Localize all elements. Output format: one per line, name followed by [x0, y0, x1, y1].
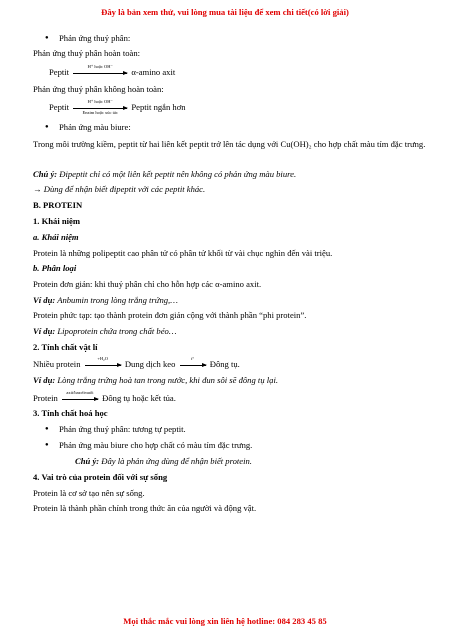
product: Peptit ngắn hơn: [131, 102, 186, 112]
biuret-description: Trong môi trường kiềm, peptit từ hai liên kết peptit trở lên tác dụng với Cu(OH)₂ cho hợp chất màu tím đặc trưng.: [33, 139, 426, 149]
concept-heading: 1. Khái niệm: [33, 216, 81, 226]
classification-subheading: b. Phân loại: [33, 263, 77, 273]
full-hydrolysis-equation: [49, 66, 430, 79]
footer-hotline: Mọi thắc mắc vui lòng xin liên hệ hotline: 084 283 45 85: [123, 616, 327, 626]
complex-protein-example: Ví dụ: Lipoprotein chứa trong chất béo…: [33, 326, 177, 336]
dipeptide-note: [33, 168, 430, 180]
product: Đông tụ.: [209, 359, 240, 369]
dipeptide-detection: → Dùng để nhận biết đipeptit với các peptit khác.: [33, 184, 206, 194]
note-label: Chú ý:: [33, 169, 58, 179]
role-line-1: Protein là cơ sở tạo nên sự sống.: [33, 488, 145, 498]
header-notice: Đây là bản xem thử, vui lòng mua tài liệu để xem chi tiết(có lời giải): [101, 7, 349, 17]
reactant: Peptit: [49, 67, 70, 77]
partial-hydrolysis-equation: [49, 101, 430, 114]
arrow-catalyst: Enzim hoặc xúc tác: [82, 110, 118, 116]
protein-definition: Protein là những polipeptit cao phân tử có phân tử khối từ vài chục nghìn đến vài triệu.: [33, 248, 333, 258]
arrow-condition: +H₂O: [97, 356, 108, 362]
coagulation-example: Ví dụ: Lòng trắng trứng hoà tan trong nước, khi đun sôi sẽ đông tụ lại.: [33, 375, 278, 385]
section-b-title: B. PROTEIN: [33, 200, 83, 210]
reactant: Protein: [33, 393, 58, 403]
chemical-properties-heading: 3. Tính chất hoá học: [33, 408, 108, 418]
reaction-arrow: [73, 99, 127, 116]
reaction-arrow: [62, 390, 98, 405]
complex-protein: Protein phức tạp: tạo thành protein đơn giản cộng với thành phần “phi protein”.: [33, 310, 307, 320]
physical-properties-heading: 2. Tính chất vật lí: [33, 342, 98, 352]
full-hydrolysis-label: Phản ứng thuỷ phân hoàn toàn:: [33, 48, 141, 58]
simple-protein-example: Ví dụ: Anbumin trong lòng trắng trứng,…: [33, 295, 178, 305]
partial-hydrolysis-label: Phản ứng thuỷ phân không hoàn toàn:: [33, 84, 164, 94]
example-label: Ví dụ:: [33, 326, 56, 336]
coagulation-equation: [33, 358, 430, 371]
note-text: Đipeptit chỉ có một liên kết peptit nên không có phản ứng màu biure.: [59, 169, 297, 179]
hydrolysis-heading: ● Phản ứng thuỷ phân:: [59, 32, 430, 44]
reaction-arrow: [180, 356, 206, 371]
arrow-condition: t°: [191, 356, 195, 362]
arrow-condition: axit/bazơ/muối: [66, 390, 94, 396]
product: α-amino axit: [131, 67, 176, 77]
protein-hydrolysis: ● Phản ứng thuỷ phân: tương tự peptit.: [59, 423, 430, 435]
intermediate: Dung dịch keo: [124, 359, 176, 369]
role-heading: 4. Vai trò của protein đối với sự sống: [33, 472, 168, 482]
product: Đông tụ hoặc kết tủa.: [102, 393, 176, 403]
simple-protein: Protein đơn giản: khi thuỷ phân chỉ cho hỗn hợp các α-amino axit.: [33, 279, 262, 289]
note-label: Chú ý:: [75, 456, 100, 466]
concept-subheading: a. Khái niệm: [33, 232, 79, 242]
biuret-heading: ● Phản ứng màu biure:: [59, 121, 430, 133]
reactant: Peptit: [49, 102, 70, 112]
protein-detection-note: Chú ý: Đây là phản ứng dùng để nhận biết protein.: [75, 456, 252, 466]
arrow-condition: H⁺ hoặc OH⁻: [87, 99, 113, 105]
example-label: Ví dụ:: [33, 295, 56, 305]
reaction-arrow: [73, 64, 127, 79]
reaction-arrow: [85, 356, 121, 371]
reactant: Nhiều protein: [33, 359, 81, 369]
protein-biuret: ● Phản ứng màu biure cho hợp chất có màu tím đặc trưng.: [59, 439, 430, 451]
precipitation-equation: [33, 392, 430, 405]
arrow-condition: H⁺ hoặc OH⁻: [87, 64, 113, 70]
role-line-2: Protein là thành phần chính trong thức ăn của người và động vật.: [33, 503, 257, 513]
example-label: Ví dụ:: [33, 375, 56, 385]
